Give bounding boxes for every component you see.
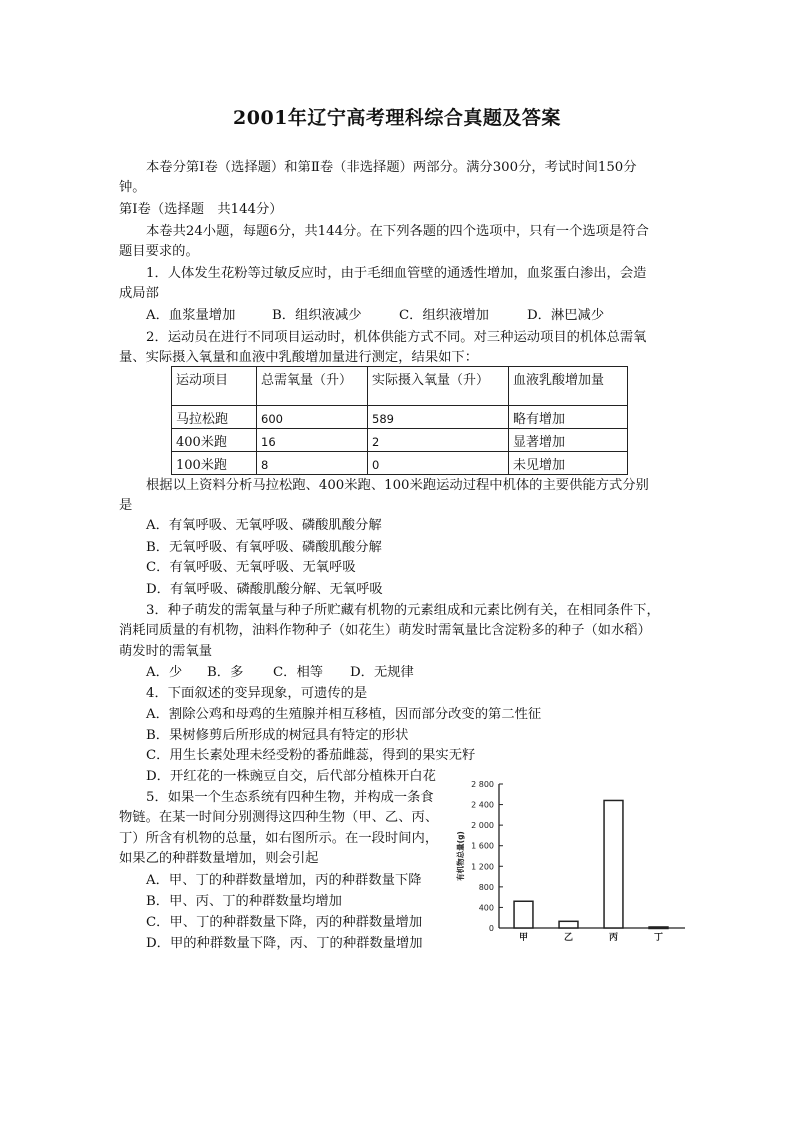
table-header-cell: 实际摄入氧量（升） [368,367,509,406]
q1-option-d: D．淋巴减少 [527,308,605,323]
bar-丁 [649,927,668,929]
q5-stem-line-4: 如果乙的种群数量增加，则会引起 [119,851,319,866]
page-title: 2001年辽宁高考理科综合真题及答案 [233,107,561,129]
q1-option-a: A．血浆量增加 [146,308,236,323]
y-tick-label: 2 400 [471,800,494,810]
q4-stem: 4．下面叙述的变异现象，可遗传的是 [146,686,368,701]
y-tick-label: 0 [488,924,494,933]
q5-option-c: C．甲、丁的种群数量下降，丙的种群数量增加 [146,915,423,930]
table-header-row [172,367,628,406]
q3-options [146,663,414,683]
q3-option-b: B．多 [207,665,244,680]
q5-stem-line-2: 物链。在某一时间分别测得这四种生物（甲、乙、丙、 [119,810,439,825]
x-tick-label: 丙 [608,933,619,943]
table-row [172,406,628,429]
q3-stem-line-3: 萌发时的需氧量 [119,644,213,659]
y-tick-label: 2 000 [471,821,494,831]
q3-option-d: D．无规律 [350,665,414,680]
q4-option-a: A．割除公鸡和母鸡的生殖腺并相互移植，因而部分改变的第二性征 [146,707,542,722]
table-cell: 0 [368,452,509,475]
table-cell: 600 [257,406,368,429]
table-row [172,429,628,452]
x-tick-label: 丁 [653,933,664,943]
table-row [172,452,628,475]
q1-option-c: C．组织液增加 [399,308,489,323]
q2-stem-line-2: 量、实际摄入氧量和血液中乳酸增加量进行测定，结果如下： [119,350,479,365]
q5-stem-line-3: 丁）所含有机物的总量，如右图所示。在一段时间内， [119,831,439,846]
q1-option-b: B．组织液减少 [272,308,362,323]
q2-data-table [171,366,628,475]
q2-option-d: D．有氧呼吸、磷酸肌酸分解、无氧呼吸 [146,582,383,597]
y-tick-label: 2 800 [471,780,494,789]
q2-after-line-1: 根据以上资料分析马拉松跑、400米跑、100米跑运动过程中机体的主要供能方式分别 [146,478,649,493]
bar-乙 [559,921,578,928]
q3-stem-line-2: 消耗同质量的有机物，油料作物种子（如花生）萌发时需氧量比含淀粉多的种子（如水稻） [119,623,651,638]
x-tick-label: 甲 [518,933,529,943]
y-axis-label: 有机物总量(g) [456,831,465,881]
q5-option-d: D．甲的种群数量下降，丙、丁的种群数量增加 [146,936,423,951]
q2-option-a: A．有氧呼吸、无氧呼吸、磷酸肌酸分解 [146,518,382,533]
table-header-cell: 总需氧量（升） [257,367,368,406]
table-cell: 16 [257,429,368,452]
section-desc-line-1: 本卷共24小题，每题6分，共144分。在下列各题的四个选项中，只有一个选项是符合 [146,224,649,239]
q2-option-b: B．无氧呼吸、有氧呼吸、磷酸肌酸分解 [146,540,382,555]
y-tick-label: 1 600 [471,841,494,851]
q4-option-c: C．用生长素处理未经受粉的番茄雌蕊，得到的果实无籽 [146,748,476,763]
q5-stem-line-1: 5．如果一个生态系统有四种生物，并构成一条食 [146,790,434,805]
bar-丙 [604,800,623,928]
intro-line-2: 钟。 [119,180,146,195]
table-cell: 400米跑 [172,429,257,452]
q1-options [146,306,604,326]
bar-甲 [514,901,533,928]
table-header-cell: 血液乳酸增加量 [509,367,628,406]
table-cell: 2 [368,429,509,452]
q5-option-a: A．甲、丁的种群数量增加，丙的种群数量下降 [146,873,422,888]
y-tick-label: 800 [478,882,494,892]
q4-option-b: B．果树修剪后所形成的树冠具有特定的形状 [146,728,409,743]
q2-after-line-2: 是 [119,498,133,513]
x-tick-label: 乙 [563,933,574,943]
table-header-cell: 运动项目 [172,367,257,406]
q1-stem-line-1: 1．人体发生花粉等过敏反应时，由于毛细血管壁的通透性增加，血浆蛋白渗出，会造 [146,266,647,281]
q4-option-d: D．开红花的一株豌豆自交，后代部分植株开白花 [146,769,436,784]
organic-matter-bar-chart [445,772,690,952]
y-tick-label: 1 200 [471,862,494,872]
section-heading: 第Ⅰ卷（选择题 共144分） [119,202,283,217]
table-cell: 未见增加 [509,452,628,475]
table-cell: 略有增加 [509,406,628,429]
q3-option-a: A．少 [146,665,183,680]
q5-option-b: B．甲、丙、丁的种群数量均增加 [146,894,342,909]
q2-stem-line-1: 2．运动员在进行不同项目运动时，机体供能方式不同。对三种运动项目的机体总需氧 [146,330,647,345]
table-cell: 马拉松跑 [172,406,257,429]
table-cell: 8 [257,452,368,475]
section-desc-line-2: 题目要求的。 [119,244,199,259]
q2-option-c: C．有氧呼吸、无氧呼吸、无氧呼吸 [146,560,356,575]
intro-line-1: 本卷分第Ⅰ卷（选择题）和第Ⅱ卷（非选择题）两部分。满分300分，考试时间150分 [146,160,637,175]
y-tick-label: 400 [478,903,494,913]
table-cell: 100米跑 [172,452,257,475]
table-cell: 589 [368,406,509,429]
q3-option-c: C．相等 [273,665,324,680]
table-cell: 显著增加 [509,429,628,452]
q1-stem-line-2: 成局部 [119,286,159,301]
q3-stem-line-1: 3．种子萌发的需氧量与种子所贮藏有机物的元素组成和元素比例有关，在相同条件下， [146,603,660,618]
